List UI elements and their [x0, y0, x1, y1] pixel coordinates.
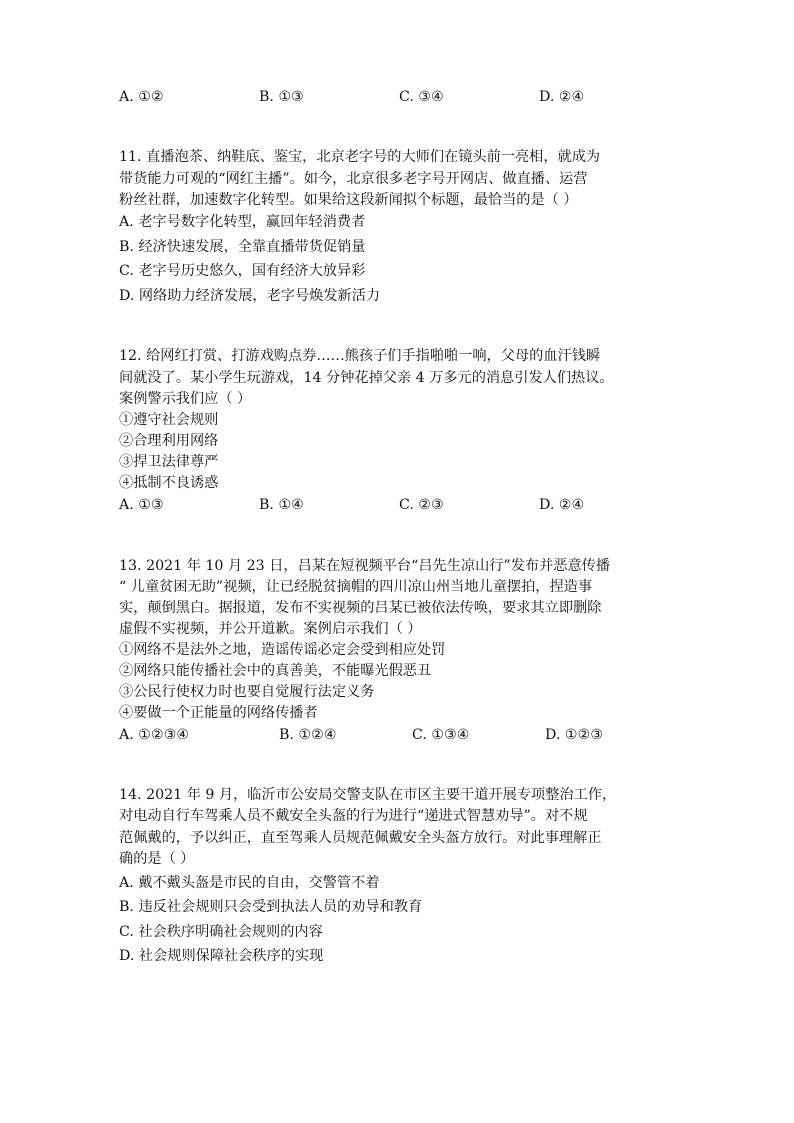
q11-option-a: A. 老字号数字化转型，赢回年轻消费者: [119, 214, 366, 230]
q12-option-c: C. ②③: [399, 497, 444, 513]
q12-item: ①遵守社会规则: [119, 412, 219, 428]
q11-option-d: D. 网络助力经济发展，老字号焕发新活力: [119, 288, 381, 304]
q13-stem-line: 实，颠倒黑白。据报道，发布不实视频的吕某已被依法传唤，要求其立即删除: [119, 600, 602, 616]
q11-option-c: C. 老字号历史悠久，国有经济大放异彩: [119, 263, 366, 279]
q13-item: ①网络不是法外之地，造谣传谣必定会受到相应处罚: [119, 642, 446, 658]
q12-item: ②合理利用网络: [119, 433, 219, 449]
q13-option-c: C. ①③④: [412, 727, 470, 743]
q14-stem-line: 范佩戴的，予以纠正，直至驾乘人员规范佩戴安全头盔方放行。对此事理解正: [119, 830, 602, 846]
q12-option-d: D. ②④: [539, 497, 585, 513]
q13-stem-line: “ 儿童贫困无助”视频，让已经脱贫摘帽的四川凉山州当地儿童摆拍，捏造事: [119, 579, 593, 595]
q13-item: ④要做一个正能量的网络传播者: [119, 705, 318, 721]
q14-stem-line: 14. 2021 年 9 月，临沂市公安局交警支队在市区主要干道开展专项整治工作，: [119, 787, 617, 803]
q14-option-a: A. 戴不戴头盔是市民的自由，交警管不着: [119, 875, 380, 891]
q12-option-a: A. ①③: [119, 497, 164, 513]
q12-option-b: B. ①④: [259, 497, 304, 513]
q12-stem-line: 案例警示我们应（ ）: [119, 391, 252, 407]
q13-item: ③公民行使权力时也要自觉履行法定义务: [119, 684, 375, 700]
q14-option-b: B. 违反社会规则只会受到执法人员的劝导和教育: [119, 899, 423, 915]
q12-stem-line: 12. 给网红打赏、打游戏购点券……熊孩子们手指啪啪一响，父母的血汗钱瞬: [119, 348, 601, 364]
q11-stem-line: 11. 直播泡茶、纳鞋底、鉴宝，北京老字号的大师们在镜头前一亮相，就成为: [119, 149, 601, 165]
q14-stem-line: 对电动自行车驾乘人员不戴安全头盔的行为进行“递进式智慧劝导”。对不规: [119, 808, 588, 824]
q10-option-a: A. ①②: [119, 89, 164, 105]
q10-option-d: D. ②④: [539, 89, 585, 105]
q13-stem-line: 虚假不实视频，并公开道歉。案例启示我们（ ）: [119, 621, 422, 637]
q13-option-d: D. ①②③: [545, 727, 604, 743]
q14-stem-line: 确的是（ ）: [119, 851, 195, 867]
q12-stem-line: 间就没了。某小学生玩游戏，14 分钟花掉父亲 4 万多元的消息引发人们热议。: [119, 370, 614, 386]
q13-option-a: A. ①②③④: [119, 727, 190, 743]
q11-stem-line: 粉丝社群，加速数字化转型。如果给这段新闻拟个标题，最恰当的是（ ）: [119, 192, 578, 208]
q10-option-c: C. ③④: [399, 89, 444, 105]
q12-item: ③捍卫法律尊严: [119, 454, 219, 470]
q11-stem-line: 带货能力可观的“网红主播”。如今，北京很多老字号开网店、做直播、运营: [119, 171, 588, 187]
q12-item: ④抵制不良诱惑: [119, 475, 219, 491]
q14-option-d: D. 社会规则保障社会秩序的实现: [119, 948, 324, 964]
q11-option-b: B. 经济快速发展，全靠直播带货促销量: [119, 239, 366, 255]
q13-option-b: B. ①②④: [279, 727, 337, 743]
q13-stem-line: 13. 2021 年 10 月 23 日，吕某在短视频平台“吕先生凉山行”发布并恶意传播: [119, 558, 611, 574]
q13-item: ②网络只能传播社会中的真善美，不能曝光假恶丑: [119, 663, 432, 679]
q14-option-c: C. 社会秩序明确社会规则的内容: [119, 924, 323, 940]
q10-option-b: B. ①③: [259, 89, 304, 105]
